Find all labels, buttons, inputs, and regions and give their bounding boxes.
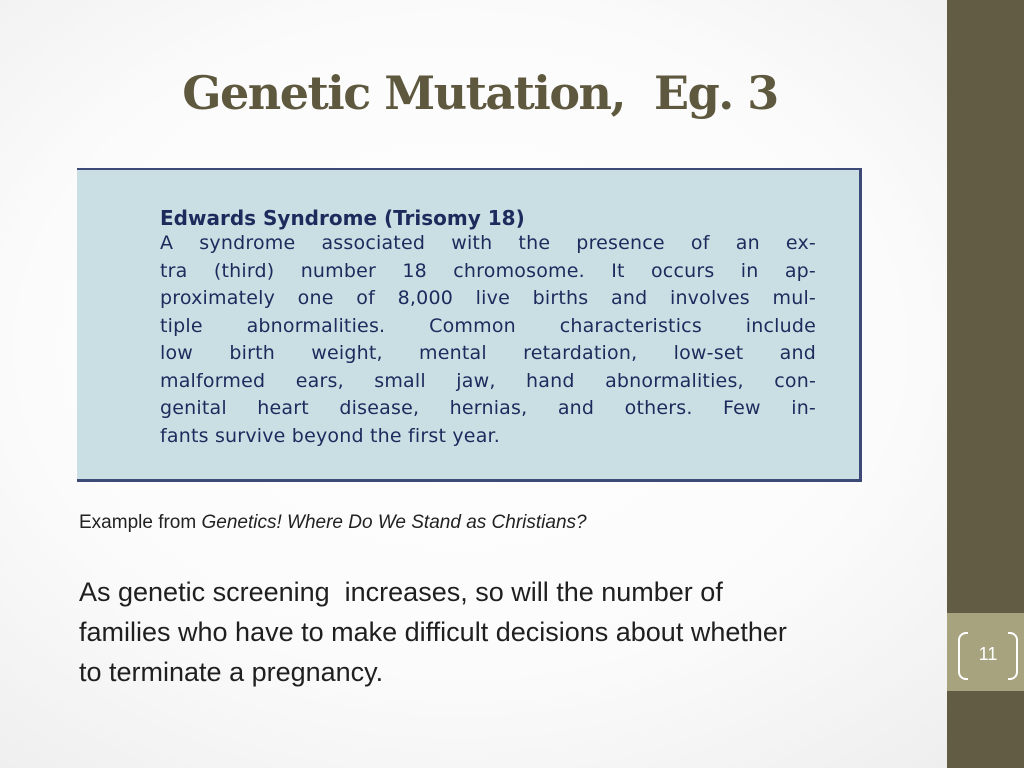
page-number-bracket (958, 632, 1018, 678)
excerpt-line: genital heart disease, hernias, and others. Few in- (160, 397, 816, 419)
slide-title: Genetic Mutation, Eg. 3 (182, 66, 778, 120)
excerpt-heading: Edwards Syndrome (Trisomy 18) (160, 206, 525, 230)
body-paragraph (79, 572, 919, 692)
excerpt-text-block (160, 206, 816, 450)
excerpt-line: tra (third) number 18 chromosome. It occurs in ap- (160, 259, 816, 282)
excerpt-line: A syndrome associated with the presence of an ex- (160, 232, 816, 254)
excerpt-line: tiple abnormalities. Common characteristics include (160, 314, 816, 337)
excerpt-line: fants survive beyond the first year. (160, 424, 501, 447)
excerpt-line: proximately one of 8,000 live births and involves mul- (160, 287, 816, 309)
excerpt-line: low birth weight, mental retardation, low-set and (160, 342, 816, 364)
body-line: to terminate a pregnancy. (79, 657, 384, 687)
body-line: As genetic screening increases, so will the number of (79, 577, 723, 607)
syndrome-excerpt-image (77, 168, 862, 482)
body-line: families who have to make difficult decisions about whether (79, 617, 787, 647)
caption-book-title: Genetics! Where Do We Stand as Christians? (201, 512, 587, 533)
excerpt-line: malformed ears, small jaw, hand abnormalities, con- (160, 369, 816, 392)
caption-prefix: Example from (79, 512, 202, 533)
source-caption (79, 512, 587, 534)
page-number: 11 (978, 644, 998, 664)
